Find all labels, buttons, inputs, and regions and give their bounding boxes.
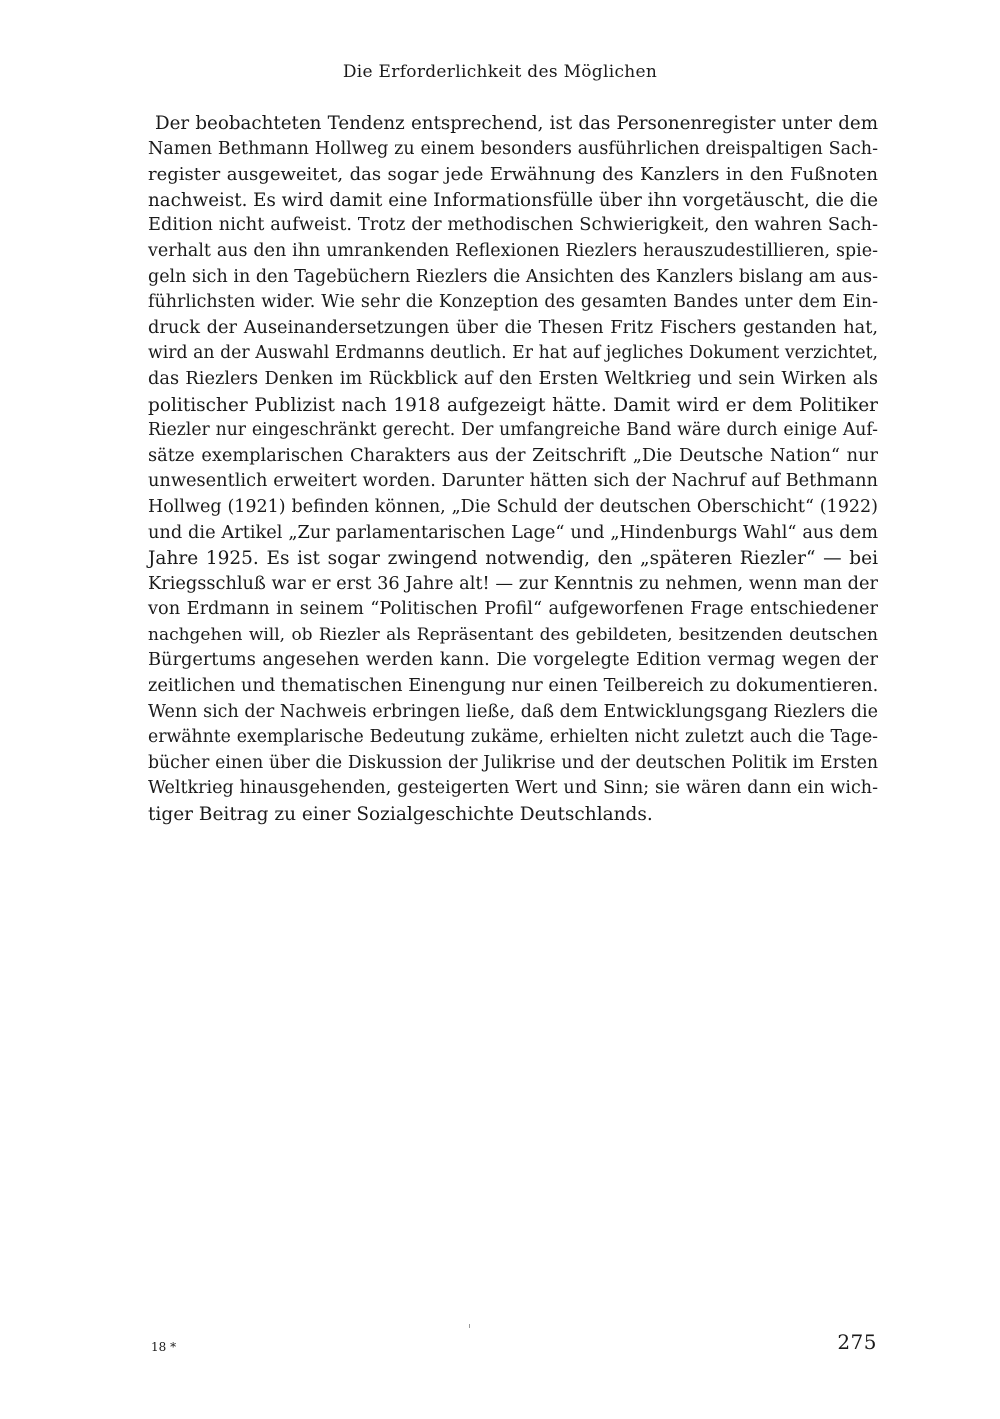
text-line: politischer Publizist nach 1918 aufgezeigt hätte. Damit wird er dem Politiker <box>148 394 878 416</box>
text-line: wird an der Auswahl Erdmanns deutlich. Er hat auf jegliches Dokument verzichtet, <box>148 343 878 364</box>
text-line: unwesentlich erweitert worden. Darunter hätten sich der Nachruf auf Bethmann <box>148 471 878 492</box>
text-line: tiger Beitrag zu einer Sozialgeschichte Deutschlands. <box>148 804 653 826</box>
text-line: Weltkrieg hinausgehenden, gesteigerten Wert und Sinn; sie wären dann ein wich- <box>148 778 878 799</box>
text-line: zeitlichen und thematischen Einengung nur einen Teilbereich zu dokumentieren. <box>148 676 879 697</box>
text-line: Kriegsschluß war er erst 36 Jahre alt! — zur Kenntnis zu nehmen, wenn man der <box>148 573 878 594</box>
text-line: sätze exemplarischen Charakters aus der Zeitschrift „Die Deutsche Nation“ nur <box>148 445 878 466</box>
paper-speck <box>469 1324 470 1328</box>
body-paragraph <box>148 111 878 828</box>
text-line: Edition nicht aufweist. Trotz der methodischen Schwierigkeit, den wahren Sach- <box>148 215 878 236</box>
text-line: führlichsten wider. Wie sehr die Konzeption des gesamten Bandes unter dem Ein- <box>148 292 878 313</box>
text-line: nachgehen will, ob Riezler als Repräsentant des gebildeten, besitzenden deutschen <box>148 624 878 645</box>
text-line: Jahre 1925. Es ist sogar zwingend notwendig, den „späteren Riezler“ — bei <box>148 548 878 570</box>
text-line: und die Artikel „Zur parlamentarischen Lage“ und „Hindenburgs Wahl“ aus dem <box>148 522 878 543</box>
text-line: Der beobachteten Tendenz entsprechend, ist das Personenregister unter dem <box>155 113 878 134</box>
text-line: bücher einen über die Diskussion der Julikrise und der deutschen Politik im Ersten <box>148 752 878 773</box>
text-line: Hollweg (1921) befinden können, „Die Schuld der deutschen Oberschicht“ (1922) <box>148 496 878 517</box>
text-line: Wenn sich der Nachweis erbringen ließe, daß dem Entwicklungsgang Riezlers die <box>148 701 878 722</box>
text-line: druck der Auseinandersetzungen über die Thesen Fritz Fischers gestanden hat, <box>148 317 878 338</box>
text-line: Namen Bethmann Hollweg zu einem besonders ausführlichen dreispaltigen Sach- <box>148 138 878 159</box>
text-line: von Erdmann in seinem “Politischen Profil“ aufgeworfenen Frage entschiedener <box>148 599 878 620</box>
text-line: geln sich in den Tagebüchern Riezlers die Ansichten des Kanzlers bislang am aus- <box>148 266 878 287</box>
running-head-title: Die Erforderlichkeit des Möglichen <box>342 62 658 82</box>
signature-mark: 18 * <box>151 1340 177 1354</box>
text-line: register ausgeweitet, das sogar jede Erwähnung des Kanzlers in den Fußnoten <box>148 164 878 186</box>
text-line: Riezler nur eingeschränkt gerecht. Der umfangreiche Band wäre durch einige Auf- <box>148 420 878 441</box>
text-line: das Riezlers Denken im Rückblick auf den Ersten Weltkrieg und sein Wirken als <box>148 368 878 389</box>
text-line: erwähnte exemplarische Bedeutung zukäme, erhielten nicht zuletzt auch die Tage- <box>148 727 878 748</box>
text-line: nachweist. Es wird damit eine Informationsfülle über ihn vorgetäuscht, die die <box>148 189 878 211</box>
page-number: 275 <box>837 1330 877 1354</box>
text-line: verhalt aus den ihn umrankenden Reflexionen Riezlers herauszudestillieren, spie- <box>148 240 878 261</box>
text-line: Bürgertums angesehen werden kann. Die vorgelegte Edition vermag wegen der <box>148 650 878 671</box>
